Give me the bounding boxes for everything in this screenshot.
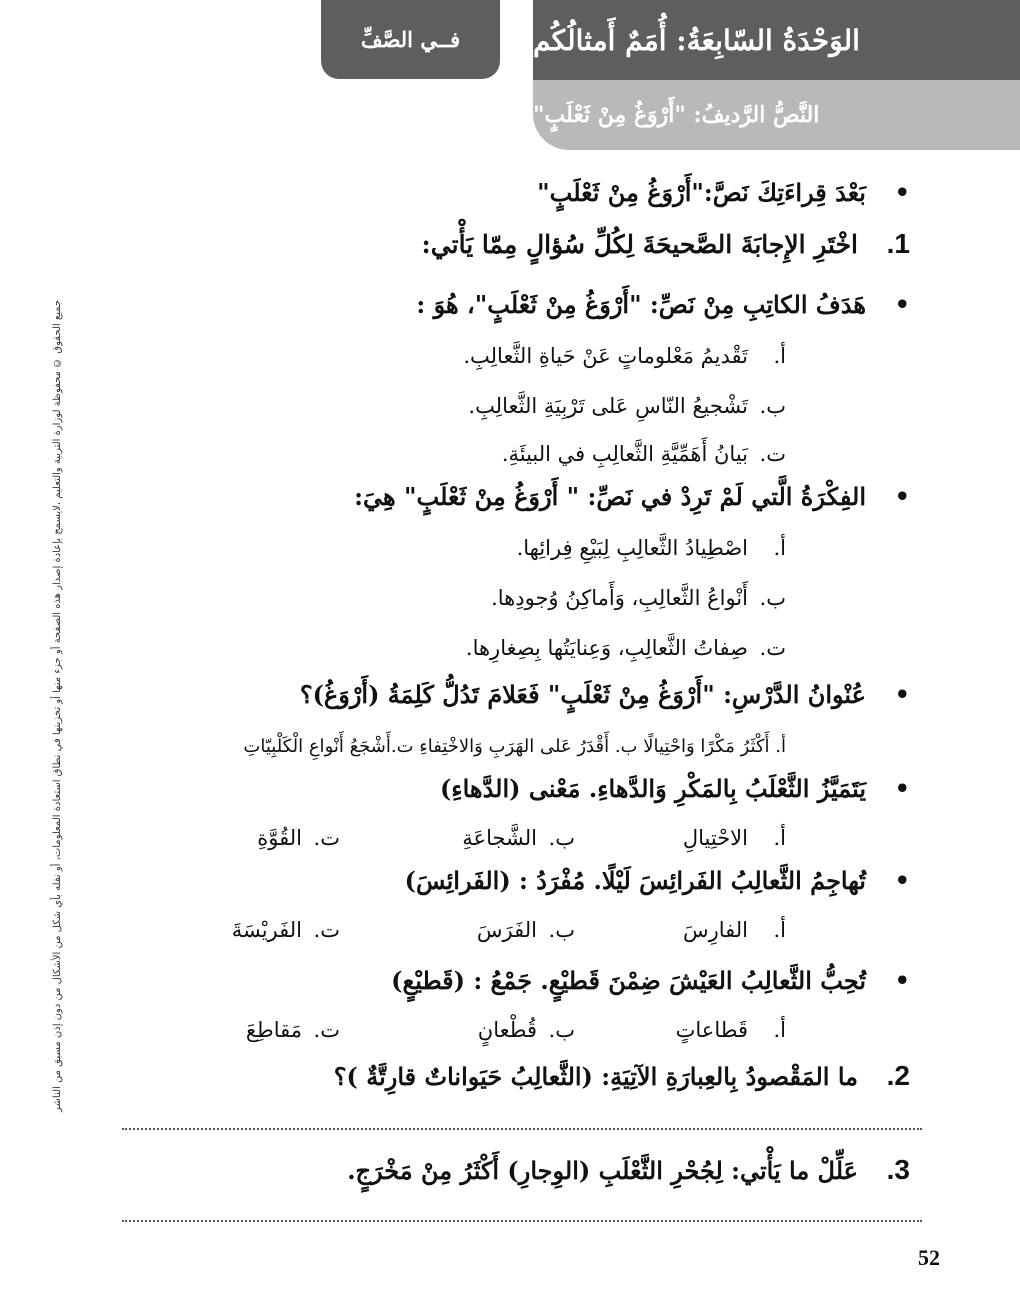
question-2 (334, 1060, 910, 1092)
copyright-notice: جميع الحقوق © محفوظة لوزارة التربية والتعليم ،لايسمح بإعادة إصدار هذه الصفحة أو جزء منها أو تخزينها في نطاق استعادة المعلومات، أو نقله بأي شكل من الأشكال من دون إذن مسبق من الناشر (52, 300, 63, 1113)
mcq-2-option-c[interactable]: ت.صِفاتُ الثَّعالِبِ، وَعِنايَتُها بِصِغارِها. (465, 636, 786, 660)
mcq-2-option-a[interactable]: أ.اصْطِيادُ الثَّعالِبِ لِبَيْعِ فِرائِها. (516, 536, 786, 560)
mcq-5-option-a[interactable]: أ.الفارِسَ (682, 918, 786, 942)
mcq-4-option-b[interactable]: ب.الشَّجاعَةِ (462, 826, 575, 850)
mcq-6-option-b[interactable]: ب.قُطْعانٍ (477, 1018, 575, 1042)
mcq-6-option-a[interactable]: أ.قَطاعاتٍ (675, 1018, 786, 1042)
page-number: 52 (918, 1245, 940, 1270)
intro-line: • بَعْدَ قِراءَتِكَ نَصَّ:"أَرْوَغُ مِنْ ثَعْلَبٍ" (537, 178, 910, 207)
question-3 (347, 1154, 910, 1186)
mcq-2-option-b[interactable]: ب.أَنْواعُ الثَّعالِبِ، وَأَماكِنُ وُجودِها. (491, 586, 786, 610)
mcq-3-question: • عُنْوانُ الدَّرْسِ: "أَرْوَغُ مِنْ ثَعْلَبٍ" فَعَلامَ تَدُلُّ كَلِمَةُ (أَرْوَغُ)؟ (300, 680, 910, 709)
question-1-number: 1. (886, 228, 910, 259)
question-2-text: ما المَقْصودُ بِالعِبارَةِ الآتِيَةِ: (الثَّعالِبُ حَيَواناتٌ قارِتَّةٌ )؟ (333, 1062, 858, 1091)
mcq-1-option-a[interactable]: أ.تَقْديمُ مَعْلوماتٍ عَنْ حَياةِ الثَّعالِبِ. (463, 344, 786, 368)
class-tab: فــي الصَّفِّ (321, 0, 500, 79)
mcq-1-option-b[interactable]: ب.تَشْجيعُ النّاسِ عَلى تَرْبِيَةِ الثَّعالِبِ. (468, 394, 786, 418)
answer-line-3[interactable] (122, 1220, 922, 1222)
mcq-1-option-c[interactable]: ت.بَيانُ أَهَمِّيَّةِ الثَّعالِبِ في البيئَةِ. (501, 442, 786, 466)
mcq-4-option-c[interactable]: ت.القُوَّةِ (257, 826, 340, 850)
answer-line-2[interactable] (122, 1128, 922, 1130)
question-1 (422, 228, 910, 260)
mcq-1-question: • هَدَفُ الكاتِبِ مِنْ نَصِّ: "أَرْوَغُ مِنْ ثَعْلَبٍ"، هُوَ : (416, 290, 910, 319)
mcq-4-question: • يَتَمَيَّزُ الثَّعْلَبُ بِالمَكْرِ وَالدَّهاءِ. مَعْنى (الدَّهاءِ) (440, 774, 910, 803)
mcq-6-question: • تُحِبُّ الثَّعالِبُ العَيْشَ ضِمْنَ قَطيْعٍ. جَمْعُ : (قَطيْعٍ) (391, 966, 910, 995)
mcq-5-option-c[interactable]: ت.الفَريْسَةَ (231, 918, 340, 942)
question-1-text: اخْتَرِ الإِجابَةَ الصَّحيحَةَ لِكُلِّ سُؤالٍ مِمّا يَأْتي: (421, 230, 858, 259)
mcq-5-question: • تُهاجِمُ الثَّعالِبُ الفَرائِسَ لَيْلًا. مُفْرَدُ : (الفَرائِسَ) (405, 866, 910, 895)
mcq-3-options[interactable]: أ. أَكْثَرُ مَكْرًا وَاحْتِيالًا ب. أَقْدَرُ عَلى الهَرَبِ وَالاخْتِفاءِ ت.أَشْجَعُ أَنْواعِ الْكَلْبِيّاتِ (243, 736, 786, 757)
mcq-4-option-a[interactable]: أ.الاحْتِيالِ (682, 826, 786, 850)
question-3-text: عَلِّلْ ما يَأْتي: لِجُحْرِ الثَّعْلَبِ (الوِجارِ) أَكْثَرُ مِنْ مَخْرَجٍ. (347, 1156, 858, 1185)
mcq-5-option-b[interactable]: ب.الفَرَسَ (476, 918, 575, 942)
mcq-2-question: • الفِكْرَةُ الَّتي لَمْ تَرِدْ في نَصِّ: " أَرْوَغُ مِنْ ثَعْلَبٍ" هِيَ: (354, 482, 910, 511)
question-2-number: 2. (886, 1060, 910, 1091)
unit-title: الوَحْدَةُ السّابِعَةُ: أُمَمٌ أَمثالُكُم (533, 0, 1020, 80)
mcq-6-option-c[interactable]: ت.مَقاطِعَ (245, 1018, 340, 1042)
text-title: النَّصُّ الرَّديفُ: "أَرْوَغُ مِنْ ثَعْلَبٍ" (533, 80, 1020, 150)
question-3-number: 3. (886, 1154, 910, 1185)
